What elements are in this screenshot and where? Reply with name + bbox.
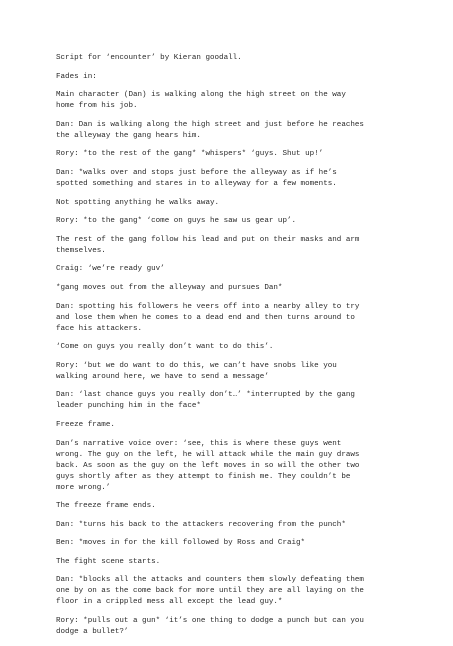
script-paragraph: The freeze frame ends. <box>56 502 156 511</box>
script-paragraph: Not spotting anything he walks away. <box>56 198 220 207</box>
script-paragraph: Ben: *moves in for the kill followed by Ross and Craig* <box>56 539 306 548</box>
script-paragraph: Dan: *walks over and stops just before the alleyway as if he’s spotted something and stares in to alleyway for a few moments. <box>56 168 337 188</box>
script-body <box>56 53 406 646</box>
script-paragraph: Freeze frame. <box>56 420 115 429</box>
script-paragraph: Dan: ‘last chance guys you really don’t…’ *interrupted by the gang leader punching him in the face* <box>56 391 355 411</box>
script-paragraph: Dan: Dan is walking along the high street and just before he reaches the alleyway the gang hears him. <box>56 120 364 140</box>
script-paragraph: Dan: spotting his followers he veers off into a nearby alley to try and lose them when he comes to a dead end and then turns around to face his attackers. <box>56 302 360 333</box>
script-paragraph: The fight scene starts. <box>56 557 161 566</box>
script-paragraph: The rest of the gang follow his lead and put on their masks and arm themselves. <box>56 235 360 255</box>
script-paragraph: Dan: *blocks all the attacks and counters them slowly defeating them one by on as the come back for more until they are all laying on the floor in a crippled mess all except the lead guy.* <box>56 576 364 607</box>
script-paragraph: *gang moves out from the alleyway and pursues Dan* <box>56 283 283 292</box>
script-paragraph: Rory: *to the gang* ‘come on guys he saw us gear up’. <box>56 217 297 226</box>
script-title: Script for ‘encounter’ by Kieran goodall. <box>56 54 242 62</box>
script-paragraph: ‘Come on guys you really don’t want to do this’. <box>56 343 274 352</box>
script-paragraph: Main character (Dan) is walking along the high street on the way home from his job. <box>56 91 346 111</box>
script-paragraph: Rory: ‘but we do want to do this, we can’t have snobs like you walking around here, we have to send a message’ <box>56 361 337 381</box>
script-paragraph: Fades in: <box>56 72 97 81</box>
script-paragraph: Rory: *pulls out a gun* ‘it’s one thing to dodge a punch but can you dodge a bullet?’ <box>56 617 364 637</box>
script-paragraph: Dan’s narrative voice over: ‘see, this is where these guys went wrong. The guy on the left, he will attack while the main guy draws back. As soon as the guy on the left moves in so will the other two guys shortly after as they attempt to finish me. They couldn’t be more wrong.’ <box>56 439 360 492</box>
script-paragraph: Dan: *turns his back to the attackers recovering from the punch* <box>56 520 346 529</box>
script-paragraph: Rory: *to the rest of the gang* *whispers* ‘guys. Shut up!’ <box>56 150 324 159</box>
script-paragraph: Craig: ‘we’re ready guv’ <box>56 265 165 274</box>
